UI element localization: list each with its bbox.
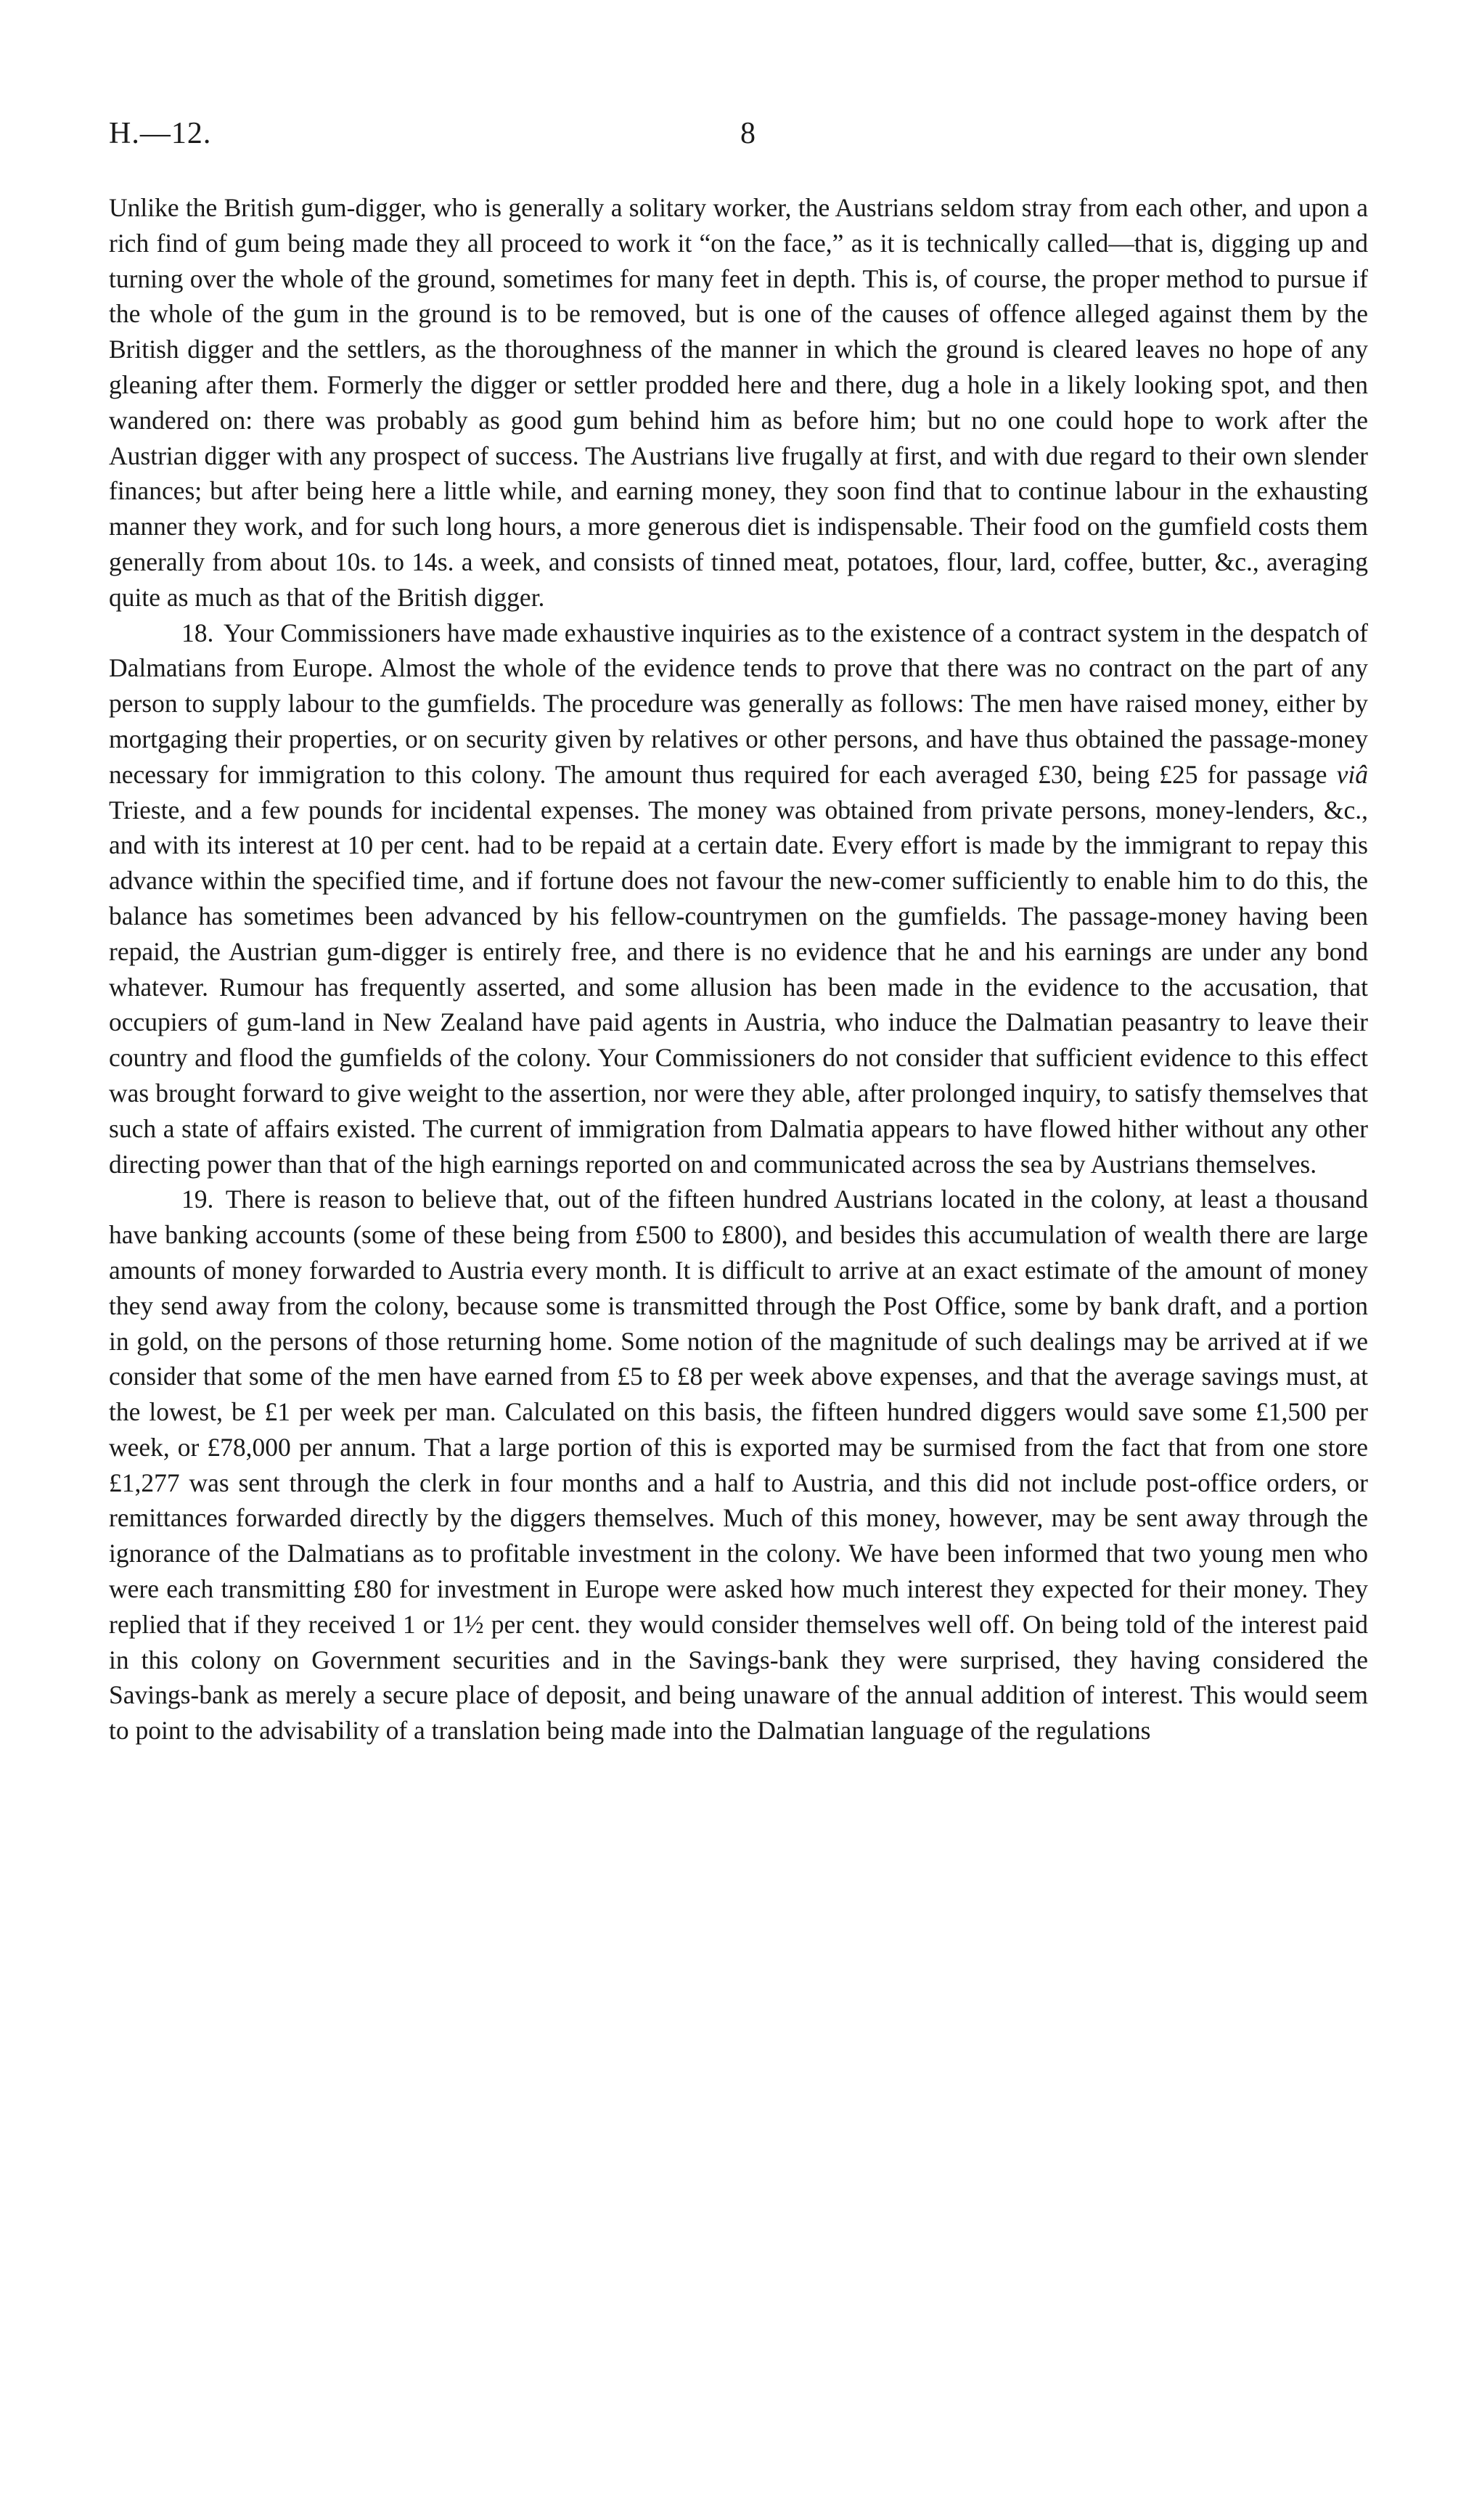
paragraph-18	[109, 615, 1368, 1182]
paragraph-number: 19.	[181, 1185, 214, 1214]
document-number: H.—12.	[109, 117, 212, 150]
italic-term: viâ	[1336, 759, 1368, 789]
paragraph-number: 18.	[181, 618, 214, 647]
paragraph-text: Trieste, and a few pounds for incidental expenses. The money was obtained from private persons, money-lenders, &c., and with its interest at 10 per cent. had to be repaid at a certain date. Every effort is made by the immigrant to repay this advance within the specified time, and if fortune does not favour the new-comer sufficiently to enable him to do this, the balance has sometimes been advanced by his fellow-countrymen on the gumfields. The passage-money having been repaid, the Austrian gum-digger is entirely free, and there is no evidence that he and his earnings are under any bond whatever. Rumour has frequently asserted, and some allusion has been made in the evidence to the accusation, that occupiers of gum-land in New Zealand have paid agents in Austria, who induce the Dalmatian peasantry to leave their country and flood the gumfields of the colony. Your Commissioners do not consider that sufficient evidence to this effect was brought forward to give weight to the assertion, nor were they able, after prolonged inquiry, to satisfy themselves that such a state of affairs existed. The current of immigration from Dalmatia appears to have flowed hither without any other directing power than that of the high earnings reported on and communicated across the sea by Austrians themselves.	[109, 795, 1368, 1179]
running-header	[109, 116, 1379, 167]
paragraph-text: Unlike the British gum-digger, who is generally a solitary worker, the Austrians seldom stray from each other, and upon a rich find of gum being made they all proceed to work it “on the face,” as it is technically called—that is, digging up and turning over the whole of the ground, sometimes for many feet in depth. This is, of course, the proper method to pursue if the whole of the gum in the ground is to be removed, but is one of the causes of offence alleged against them by the British digger and the settlers, as the thoroughness of the manner in which the ground is cleared leaves no hope of any gleaning after them. Formerly the digger or settler prodded here and there, dug a hole in a likely looking spot, and then wandered on: there was probably as good gum behind him as before him; but no one could hope to work after the Austrian digger with any prospect of success. The Austrians live frugally at first, and with due regard to their own slender finances; but after being here a little while, and earning money, they soon find that to continue labour in the exhausting manner they work, and for such long hours, a more generous diet is indispensable. Their food on the gumfield costs them generally from about 10s. to 14s. a week, and consists of tinned meat, potatoes, flour, lard, coffee, butter, &c., averaging quite as much as that of the British digger.	[109, 193, 1368, 612]
page-number: 8	[740, 117, 756, 150]
paragraph-continuation	[109, 190, 1368, 615]
paragraph-text: There is reason to believe that, out of the fifteen hundred Austrians located in the colony, at least a thousand have banking accounts (some of these being from £500 to £800), and besides this accumulation of wealth there are large amounts of money forwarded to Austria every month. It is difficult to arrive at an exact estimate of the amount of money they send away from the colony, because some is transmitted through the Post Office, some by bank draft, and a portion in gold, on the persons of those returning home. Some notion of the magnitude of such dealings may be arrived at if we consider that some of the men have earned from £5 to £8 per week above expenses, and that the average savings must, at the lowest, be £1 per week per man. Calculated on this basis, the fifteen hundred diggers would save some £1,500 per week, or £78,000 per annum. That a large portion of this is exported may be surmised from the fact that from one store £1,277 was sent through the clerk in four months and a half to Austria, and this did not include post-office orders, or remittances forwarded directly by the diggers themselves. Much of this money, however, may be sent away through the ignorance of the Dalmatians as to profitable investment in the colony. We have been informed that two young men who were each transmitting £80 for investment in Europe were asked how much interest they expected for their money. They replied that if they received 1 or 1½ per cent. they would consider themselves well off. On being told of the interest paid in this colony on Government securities and in the Savings-bank they were surprised, they having considered the Savings-bank as merely a secure place of deposit, and being unaware of the annual addition of interest. This would seem to point to the advisability of a translation being made into the Dalmatian language of the regulations	[109, 1185, 1369, 1746]
paragraph-19	[109, 1182, 1368, 1748]
paragraph-text: Your Commissioners have made exhaustive inquiries as to the existence of a contract system in the despatch of Dalmatians from Europe. Almost the whole of the evidence tends to prove that there was no contract on the part of any person to supply labour to the gumfields. The procedure was generally as follows: The men have raised money, either by mortgaging their properties, or on security given by relatives or other persons, and have thus obtained the passage-money necessary for immigration to this colony. The amount thus required for each averaged £30, being £25 for passage	[109, 618, 1368, 789]
body-text	[109, 190, 1368, 1748]
